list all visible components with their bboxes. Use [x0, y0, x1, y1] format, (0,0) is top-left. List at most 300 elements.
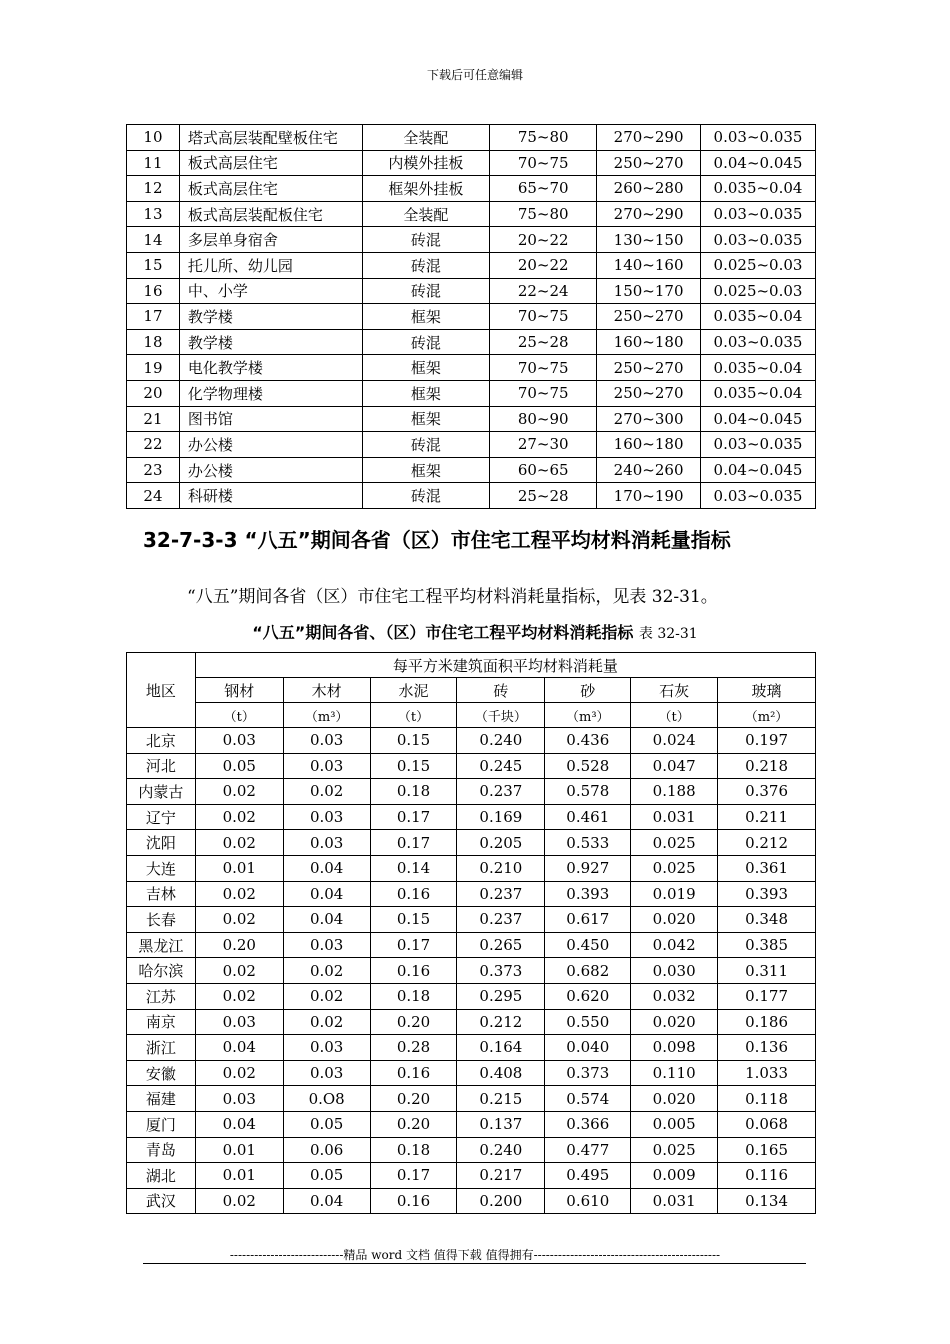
value-cell: 0.165 [718, 1137, 816, 1163]
table-cell: 22~24 [490, 278, 597, 304]
value-cell: 0.240 [457, 1137, 545, 1163]
value-cell: 0.03 [283, 804, 370, 830]
column-unit: （m²） [718, 703, 816, 728]
table-cell: 25~28 [490, 483, 597, 509]
value-cell: 0.16 [370, 1188, 457, 1214]
value-cell: 0.05 [283, 1163, 370, 1189]
table-row [127, 406, 816, 432]
table-cell: 250~270 [597, 380, 701, 406]
table-row [127, 125, 816, 151]
value-cell: 0.18 [370, 779, 457, 805]
value-cell: 0.02 [283, 779, 370, 805]
value-cell: 0.025 [631, 830, 718, 856]
table-cell: 板式高层装配板住宅 [179, 201, 362, 227]
table-row [127, 1035, 816, 1061]
value-cell: 0.393 [545, 881, 631, 907]
value-cell: 0.032 [631, 983, 718, 1009]
value-cell: 0.02 [195, 907, 283, 933]
value-cell: 0.05 [195, 753, 283, 779]
column-unit: （千块） [457, 703, 545, 728]
column-unit: （t） [370, 703, 457, 728]
table-row [127, 252, 816, 278]
value-cell: 0.16 [370, 958, 457, 984]
value-cell: 0.03 [283, 1060, 370, 1086]
table-row [127, 1163, 816, 1189]
table-cell: 0.025~0.03 [701, 278, 816, 304]
table-row [127, 728, 816, 754]
table-cell: 65~70 [490, 176, 597, 202]
intro-paragraph: “八五”期间各省（区）市住宅工程平均材料消耗量指标，见表 32-31。 [187, 587, 718, 607]
page-header: 下载后可任意编辑 [426, 68, 523, 82]
table-cell: 70~75 [490, 355, 597, 381]
caption-number: 表 32-31 [638, 626, 698, 642]
table-cell: 27~30 [490, 432, 597, 458]
value-cell: 0.265 [457, 932, 545, 958]
column-unit: （t） [631, 703, 718, 728]
table-row [127, 201, 816, 227]
value-cell: 0.366 [545, 1111, 631, 1137]
value-cell: 0.01 [195, 1137, 283, 1163]
value-cell: 0.040 [545, 1035, 631, 1061]
value-cell: 0.197 [718, 728, 816, 754]
table-row [127, 278, 816, 304]
value-cell: 0.024 [631, 728, 718, 754]
table-cell: 0.025~0.03 [701, 252, 816, 278]
table-row [127, 304, 816, 330]
value-cell: 0.04 [283, 907, 370, 933]
value-cell: 0.348 [718, 907, 816, 933]
value-cell: 0.15 [370, 907, 457, 933]
table-cell: 砖混 [362, 252, 490, 278]
value-cell: 0.200 [457, 1188, 545, 1214]
value-cell: 0.20 [370, 1111, 457, 1137]
value-cell: 0.550 [545, 1009, 631, 1035]
column-header: 钢材 [195, 678, 283, 703]
value-cell: 0.295 [457, 983, 545, 1009]
table-cell: 17 [127, 304, 180, 330]
table-cell: 0.04~0.045 [701, 406, 816, 432]
value-cell: 0.237 [457, 881, 545, 907]
material-consumption-table [126, 652, 816, 1214]
value-cell: 0.025 [631, 855, 718, 881]
value-cell: 0.240 [457, 728, 545, 754]
region-cell: 长春 [127, 907, 196, 933]
value-cell: 0.17 [370, 1163, 457, 1189]
table-cell: 全装配 [362, 201, 490, 227]
region-cell: 吉林 [127, 881, 196, 907]
table-cell: 科研楼 [179, 483, 362, 509]
table-cell: 板式高层住宅 [179, 150, 362, 176]
table-cell: 0.035~0.04 [701, 355, 816, 381]
table-cell: 20~22 [490, 252, 597, 278]
value-cell: 0.025 [631, 1137, 718, 1163]
value-cell: 0.311 [718, 958, 816, 984]
value-cell: 0.110 [631, 1060, 718, 1086]
region-cell: 内蒙古 [127, 779, 196, 805]
region-cell: 浙江 [127, 1035, 196, 1061]
value-cell: 0.393 [718, 881, 816, 907]
table-cell: 23 [127, 457, 180, 483]
value-cell: 0.020 [631, 907, 718, 933]
column-header: 玻璃 [718, 678, 816, 703]
table-cell: 0.04~0.045 [701, 457, 816, 483]
table-row [127, 1137, 816, 1163]
value-cell: 0.031 [631, 804, 718, 830]
value-cell: 0.009 [631, 1163, 718, 1189]
value-cell: 0.528 [545, 753, 631, 779]
value-cell: 0.047 [631, 753, 718, 779]
column-header: 木材 [283, 678, 370, 703]
value-cell: 0.02 [195, 958, 283, 984]
value-cell: 0.02 [283, 983, 370, 1009]
region-cell: 福建 [127, 1086, 196, 1112]
region-cell: 北京 [127, 728, 196, 754]
value-cell: 0.373 [545, 1060, 631, 1086]
table-cell: 19 [127, 355, 180, 381]
value-cell: 0.14 [370, 855, 457, 881]
region-cell: 黑龙江 [127, 932, 196, 958]
region-cell: 厦门 [127, 1111, 196, 1137]
value-cell: 0.020 [631, 1086, 718, 1112]
value-cell: 0.578 [545, 779, 631, 805]
value-cell: 0.02 [195, 779, 283, 805]
value-cell: 0.137 [457, 1111, 545, 1137]
table-caption [0, 620, 950, 643]
value-cell: 0.361 [718, 855, 816, 881]
table-cell: 270~300 [597, 406, 701, 432]
table-row [127, 804, 816, 830]
table-row [127, 432, 816, 458]
value-cell: 0.927 [545, 855, 631, 881]
value-cell: 0.03 [283, 1035, 370, 1061]
table-cell: 24 [127, 483, 180, 509]
value-cell: 0.136 [718, 1035, 816, 1061]
value-cell: 0.17 [370, 830, 457, 856]
region-cell: 沈阳 [127, 830, 196, 856]
table-cell: 270~290 [597, 125, 701, 151]
table-row [127, 779, 816, 805]
region-cell: 湖北 [127, 1163, 196, 1189]
value-cell: 0.436 [545, 728, 631, 754]
value-cell: 0.376 [718, 779, 816, 805]
table-cell: 板式高层住宅 [179, 176, 362, 202]
value-cell: 0.02 [195, 804, 283, 830]
table-cell: 办公楼 [179, 432, 362, 458]
value-cell: 0.O8 [283, 1086, 370, 1112]
value-cell: 0.019 [631, 881, 718, 907]
table-cell: 托儿所、幼儿园 [179, 252, 362, 278]
column-unit: （m³） [283, 703, 370, 728]
table-cell: 240~260 [597, 457, 701, 483]
value-cell: 0.02 [195, 1060, 283, 1086]
value-cell: 0.02 [283, 958, 370, 984]
table-cell: 75~80 [490, 201, 597, 227]
table-cell: 260~280 [597, 176, 701, 202]
table-cell: 160~180 [597, 432, 701, 458]
table-cell: 140~160 [597, 252, 701, 278]
column-header: 砂 [545, 678, 631, 703]
table-row [127, 1086, 816, 1112]
value-cell: 0.01 [195, 855, 283, 881]
table-cell: 250~270 [597, 304, 701, 330]
table-cell: 电化教学楼 [179, 355, 362, 381]
value-cell: 0.04 [283, 1188, 370, 1214]
value-cell: 0.188 [631, 779, 718, 805]
value-cell: 0.16 [370, 1060, 457, 1086]
value-cell: 0.06 [283, 1137, 370, 1163]
value-cell: 0.04 [283, 881, 370, 907]
value-cell: 0.03 [195, 1086, 283, 1112]
table-row [127, 457, 816, 483]
value-cell: 0.15 [370, 728, 457, 754]
table-cell: 20~22 [490, 227, 597, 253]
value-cell: 0.574 [545, 1086, 631, 1112]
table-cell: 150~170 [597, 278, 701, 304]
value-cell: 0.03 [195, 728, 283, 754]
table-cell: 16 [127, 278, 180, 304]
table-row [127, 150, 816, 176]
table-cell: 160~180 [597, 329, 701, 355]
table-cell: 250~270 [597, 355, 701, 381]
value-cell: 0.205 [457, 830, 545, 856]
column-header: 水泥 [370, 678, 457, 703]
table-row [127, 380, 816, 406]
value-cell: 0.03 [283, 830, 370, 856]
region-cell: 哈尔滨 [127, 958, 196, 984]
value-cell: 0.215 [457, 1086, 545, 1112]
table-cell: 砖混 [362, 227, 490, 253]
table-cell: 塔式高层装配壁板住宅 [179, 125, 362, 151]
value-cell: 0.020 [631, 1009, 718, 1035]
table-row [127, 830, 816, 856]
table-row [127, 355, 816, 381]
value-cell: 0.118 [718, 1086, 816, 1112]
table-cell: 75~80 [490, 125, 597, 151]
value-cell: 0.04 [195, 1035, 283, 1061]
table-cell: 18 [127, 329, 180, 355]
table-row [127, 855, 816, 881]
value-cell: 0.373 [457, 958, 545, 984]
table-cell: 22 [127, 432, 180, 458]
table-row [127, 329, 816, 355]
table-cell: 内模外挂板 [362, 150, 490, 176]
value-cell: 0.28 [370, 1035, 457, 1061]
value-cell: 0.210 [457, 855, 545, 881]
value-cell: 0.005 [631, 1111, 718, 1137]
value-cell: 0.620 [545, 983, 631, 1009]
table-cell: 14 [127, 227, 180, 253]
value-cell: 0.116 [718, 1163, 816, 1189]
region-cell: 河北 [127, 753, 196, 779]
table-cell: 图书馆 [179, 406, 362, 432]
region-cell: 南京 [127, 1009, 196, 1035]
table-cell: 170~190 [597, 483, 701, 509]
value-cell: 0.218 [718, 753, 816, 779]
value-cell: 0.02 [283, 1009, 370, 1035]
value-cell: 0.533 [545, 830, 631, 856]
value-cell: 0.02 [195, 830, 283, 856]
table-cell: 化学物理楼 [179, 380, 362, 406]
value-cell: 0.17 [370, 932, 457, 958]
table-cell: 框架 [362, 406, 490, 432]
region-cell: 青岛 [127, 1137, 196, 1163]
caption-title: “八五”期间各省、（区）市住宅工程平均材料消耗指标 [252, 623, 634, 642]
table-row [127, 881, 816, 907]
table-cell: 框架 [362, 304, 490, 330]
region-header: 地区 [127, 653, 196, 728]
value-cell: 0.16 [370, 881, 457, 907]
region-cell: 辽宁 [127, 804, 196, 830]
value-cell: 1.033 [718, 1060, 816, 1086]
value-cell: 0.03 [283, 728, 370, 754]
value-cell: 0.385 [718, 932, 816, 958]
table-cell: 15 [127, 252, 180, 278]
value-cell: 0.04 [195, 1111, 283, 1137]
table-cell: 11 [127, 150, 180, 176]
value-cell: 0.20 [370, 1086, 457, 1112]
value-cell: 0.15 [370, 753, 457, 779]
table-row [127, 983, 816, 1009]
region-cell: 江苏 [127, 983, 196, 1009]
table-cell: 0.03~0.035 [701, 227, 816, 253]
table-cell: 0.03~0.035 [701, 329, 816, 355]
value-cell: 0.217 [457, 1163, 545, 1189]
table-cell: 中、小学 [179, 278, 362, 304]
table-cell: 60~65 [490, 457, 597, 483]
table-row [127, 907, 816, 933]
table-row [127, 1111, 816, 1137]
group-header: 每平方米建筑面积平均材料消耗量 [195, 653, 815, 678]
value-cell: 0.068 [718, 1111, 816, 1137]
table-cell: 70~75 [490, 150, 597, 176]
value-cell: 0.186 [718, 1009, 816, 1035]
table-row [127, 483, 816, 509]
region-cell: 武汉 [127, 1188, 196, 1214]
table-cell: 70~75 [490, 380, 597, 406]
table-row [127, 932, 816, 958]
value-cell: 0.02 [195, 881, 283, 907]
value-cell: 0.042 [631, 932, 718, 958]
table-cell: 砖混 [362, 483, 490, 509]
table-cell: 砖混 [362, 432, 490, 458]
table-row [127, 227, 816, 253]
column-unit: （m³） [545, 703, 631, 728]
table-cell: 多层单身宿舍 [179, 227, 362, 253]
value-cell: 0.20 [195, 932, 283, 958]
value-cell: 0.495 [545, 1163, 631, 1189]
table-cell: 12 [127, 176, 180, 202]
column-unit: （t） [195, 703, 283, 728]
value-cell: 0.408 [457, 1060, 545, 1086]
value-cell: 0.237 [457, 779, 545, 805]
value-cell: 0.461 [545, 804, 631, 830]
table-row [127, 958, 816, 984]
table-cell: 10 [127, 125, 180, 151]
table-cell: 教学楼 [179, 304, 362, 330]
table-cell: 0.03~0.035 [701, 483, 816, 509]
table-cell: 13 [127, 201, 180, 227]
value-cell: 0.18 [370, 1137, 457, 1163]
page-footer: ----------------------------精品 word 文档 值得下载 值得拥有---------------------------------------------- [229, 1248, 721, 1262]
table-cell: 25~28 [490, 329, 597, 355]
table-cell: 250~270 [597, 150, 701, 176]
value-cell: 0.682 [545, 958, 631, 984]
value-cell: 0.237 [457, 907, 545, 933]
footer-rule [143, 1263, 806, 1264]
value-cell: 0.211 [718, 804, 816, 830]
column-header: 石灰 [631, 678, 718, 703]
value-cell: 0.03 [283, 932, 370, 958]
value-cell: 0.098 [631, 1035, 718, 1061]
value-cell: 0.03 [283, 753, 370, 779]
table-cell: 0.04~0.045 [701, 150, 816, 176]
table-cell: 20 [127, 380, 180, 406]
section-title: 32-7-3-3 “八五”期间各省（区）市住宅工程平均材料消耗量指标 [143, 528, 731, 552]
value-cell: 0.02 [195, 1188, 283, 1214]
region-cell: 大连 [127, 855, 196, 881]
value-cell: 0.05 [283, 1111, 370, 1137]
table-cell: 办公楼 [179, 457, 362, 483]
table-cell: 80~90 [490, 406, 597, 432]
table-row [127, 1188, 816, 1214]
table-cell: 0.03~0.035 [701, 201, 816, 227]
column-header: 砖 [457, 678, 545, 703]
building-index-table [126, 124, 816, 509]
table-cell: 21 [127, 406, 180, 432]
table-row [127, 753, 816, 779]
table-row [127, 1060, 816, 1086]
value-cell: 0.177 [718, 983, 816, 1009]
value-cell: 0.02 [195, 983, 283, 1009]
table-cell: 框架 [362, 355, 490, 381]
value-cell: 0.617 [545, 907, 631, 933]
table-cell: 0.035~0.04 [701, 176, 816, 202]
table-cell: 框架 [362, 380, 490, 406]
table-cell: 0.035~0.04 [701, 304, 816, 330]
table-cell: 0.03~0.035 [701, 125, 816, 151]
value-cell: 0.20 [370, 1009, 457, 1035]
value-cell: 0.031 [631, 1188, 718, 1214]
value-cell: 0.610 [545, 1188, 631, 1214]
value-cell: 0.169 [457, 804, 545, 830]
table-cell: 270~290 [597, 201, 701, 227]
value-cell: 0.03 [195, 1009, 283, 1035]
value-cell: 0.164 [457, 1035, 545, 1061]
region-cell: 安徽 [127, 1060, 196, 1086]
table-cell: 70~75 [490, 304, 597, 330]
value-cell: 0.030 [631, 958, 718, 984]
value-cell: 0.18 [370, 983, 457, 1009]
table-cell: 全装配 [362, 125, 490, 151]
value-cell: 0.212 [718, 830, 816, 856]
table-cell: 砖混 [362, 329, 490, 355]
value-cell: 0.01 [195, 1163, 283, 1189]
table-cell: 教学楼 [179, 329, 362, 355]
table-row [127, 1009, 816, 1035]
table-cell: 130~150 [597, 227, 701, 253]
value-cell: 0.477 [545, 1137, 631, 1163]
value-cell: 0.04 [283, 855, 370, 881]
table-cell: 框架 [362, 457, 490, 483]
table-cell: 砖混 [362, 278, 490, 304]
value-cell: 0.134 [718, 1188, 816, 1214]
table-cell: 框架外挂板 [362, 176, 490, 202]
value-cell: 0.17 [370, 804, 457, 830]
value-cell: 0.212 [457, 1009, 545, 1035]
table-cell: 0.035~0.04 [701, 380, 816, 406]
value-cell: 0.450 [545, 932, 631, 958]
value-cell: 0.245 [457, 753, 545, 779]
